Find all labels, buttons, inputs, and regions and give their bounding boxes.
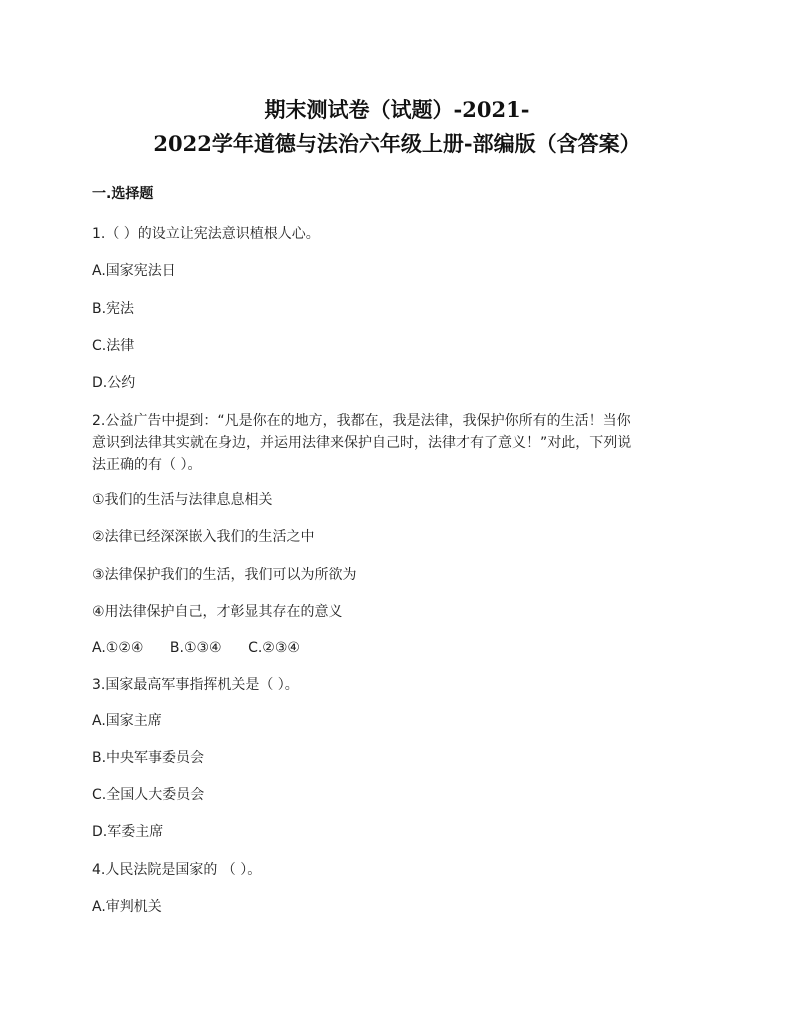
question-4-stem: 4.人民法院是国家的 （ ）。 [92,862,262,878]
question-2-statement-1: ①我们的生活与法律息息相关 [92,492,273,508]
question-2-statement-4: ④用法律保护自己，才彰显其存在的意义 [92,604,343,620]
question-1-option-a: A.国家宪法日 [92,263,176,279]
question-1-stem: 1.（ ）的设立让宪法意识植根人心。 [92,226,320,242]
question-3-option-c: C.全国人大委员会 [92,787,205,803]
doc-title-line-1: 期末测试卷（试题）-2021- [264,97,530,122]
question-3-option-d: D.军委主席 [92,824,164,840]
question-2-option-a: A.①②④ [92,640,144,656]
question-4-option-a: A.审判机关 [92,899,162,915]
question-2-stem-line-2: 意识到法律其实就在身边，并运用法律来保护自己时，法律才有了意义！”对此，下列说 [92,435,632,451]
doc-title-line-2: 2022学年道德与法治六年级上册-部编版（含答案） [153,131,641,156]
question-1-option-b: B.宪法 [92,301,135,317]
question-2-option-b: B.①③④ [169,640,222,656]
section-heading: 一.选择题 [92,186,154,202]
question-2-options [92,639,322,657]
question-1-option-c: C.法律 [92,338,135,354]
question-1-option-d: D.公约 [92,375,136,391]
question-2-stem-line-1: 2.公益广告中提到：“凡是你在的地方，我都在，我是法律，我保护你所有的生活！当你 [92,413,631,429]
question-3-stem: 3.国家最高军事指挥机关是（ ）。 [92,677,299,693]
question-2-statement-3: ③法律保护我们的生活，我们可以为所欲为 [92,567,357,583]
question-3-option-a: A.国家主席 [92,713,162,729]
question-2-option-c: C.②③④ [248,640,300,656]
question-3-option-b: B.中央军事委员会 [92,750,205,766]
question-2-stem-line-3: 法正确的有（ ）。 [92,457,202,473]
question-2-statement-2: ②法律已经深深嵌入我们的生活之中 [92,529,315,545]
